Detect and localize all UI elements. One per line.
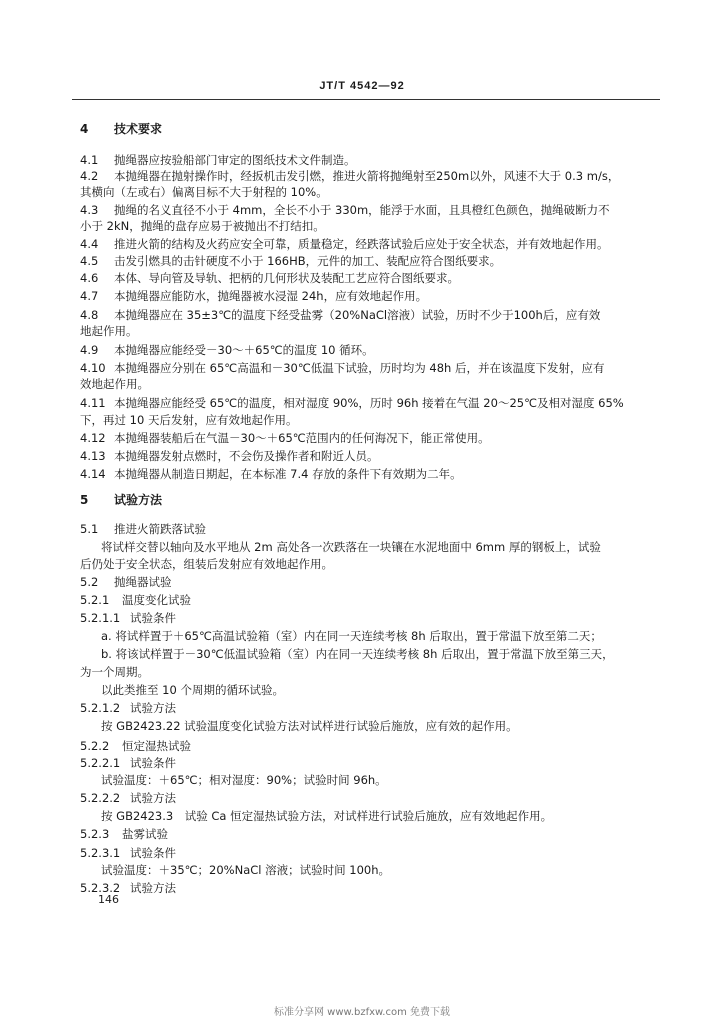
clause-text: 抛绳器试验: [114, 575, 172, 589]
test-method-line: [101, 628, 660, 644]
requirement-line: [80, 376, 660, 392]
test-method-line: [80, 790, 660, 806]
clause-text: 本抛绳器应能经受 65℃的温度，相对湿度 90%，历时 96h 接着在气温 20～25℃及相对湿度 65%: [114, 396, 624, 410]
clause-number: 4.9: [80, 343, 99, 357]
clause-number: 5.2.2.1: [80, 756, 121, 770]
requirement-line: [80, 307, 660, 323]
watermark-footer: 标准分享网 www.bzfxw.com 免费下载: [274, 1007, 450, 1018]
header-rule: [72, 99, 660, 100]
clause-text: 以此类推至 10 个周期的循环试验。: [101, 683, 284, 697]
clause-text: 试验方法: [130, 881, 176, 895]
requirement-line: [80, 448, 660, 464]
section-4-heading: [80, 121, 660, 137]
clause-number: 4.7: [80, 289, 99, 303]
test-method-line: [101, 539, 660, 555]
section-5-heading: [80, 492, 660, 508]
test-method-line: [80, 664, 660, 680]
clause-text: 效地起作用。: [80, 377, 149, 391]
requirement-line: [80, 218, 660, 234]
test-method-line: [101, 808, 660, 824]
clause-text: 本抛绳器应在 35±3℃的温度下经受盐雾（20%NaCl溶液）试验，历时不少于100h后，应有效: [114, 308, 601, 322]
requirement-line: [80, 360, 660, 376]
requirement-line: [80, 184, 660, 200]
test-method-line: [80, 556, 660, 572]
clause-text: 本抛绳器应分别在 65℃高温和－30℃低温下试验，历时均为 48h 后，并在该温度下发射，应有: [114, 361, 605, 375]
requirement-line: [80, 342, 660, 358]
clause-text: 恒定湿热试验: [122, 739, 191, 753]
clause-text: 推进火箭的结构及火药应安全可靠，质量稳定，经跌落试验后应处于安全状态，并有效地起作用。: [114, 237, 609, 251]
clause-text: 本抛绳器应能防水，抛绳器被水浸湿 24h，应有效地起作用。: [114, 289, 428, 303]
clause-number: 4.3: [80, 203, 99, 217]
test-method-line: [101, 862, 660, 878]
section-number: 5: [80, 493, 89, 507]
clause-text: b. 将该试样置于－30℃低温试验箱（室）内在同一天连续考核 8h 后取出，置于常温下放至第三天，: [101, 647, 614, 661]
clause-number: 4.12: [80, 431, 106, 445]
clause-text: 本抛绳器在抛射操作时，经扳机击发引燃，推进火箭将抛绳射至250m以外，风速不大于 0.3 m/s，: [114, 169, 620, 183]
clause-number: 4.10: [80, 361, 106, 375]
clause-text: 小于 2kN，抛绳的盘存应易于被抛出不打结扣。: [80, 219, 325, 233]
page-number: 146: [98, 893, 119, 906]
clause-text: 本抛绳器应能经受－30～＋65℃的温度 10 循环。: [114, 343, 374, 357]
requirement-line: [80, 152, 660, 168]
clause-number: 5.2.2: [80, 739, 110, 753]
clause-number: 4.6: [80, 271, 99, 285]
requirement-line: [80, 270, 660, 286]
section-title: 技术要求: [114, 122, 163, 136]
clause-number: 4.1: [80, 153, 99, 167]
clause-number: 4.8: [80, 308, 99, 322]
clause-number: 4.5: [80, 254, 99, 268]
requirement-line: [80, 430, 660, 446]
requirement-line: [80, 323, 660, 339]
clause-text: 推进火箭跌落试验: [114, 522, 206, 536]
clause-text: 本抛绳器从制造日期起，在本标准 7.4 存放的条件下有效期为二年。: [114, 467, 462, 481]
clause-number: 5.2.3.2: [80, 881, 121, 895]
test-method-line: [101, 682, 660, 698]
clause-text: 盐雾试验: [122, 827, 168, 841]
clause-number: 5.2.3.1: [80, 846, 121, 860]
clause-text: 下，再过 10 天后发射，应有效地起作用。: [80, 413, 298, 427]
clause-number: 4.14: [80, 467, 106, 481]
clause-number: 4.13: [80, 449, 106, 463]
standard-code-header: JT/T 4542—92: [319, 80, 405, 92]
test-method-line: [80, 845, 660, 861]
clause-text: 击发引燃具的击针硬度不小于 166HB，元件的加工、装配应符合图纸要求。: [114, 254, 502, 268]
test-method-line: [80, 700, 660, 716]
requirement-line: [80, 202, 660, 218]
clause-text: 温度变化试验: [122, 593, 191, 607]
test-method-line: [80, 610, 660, 626]
requirement-line: [80, 412, 660, 428]
test-method-line: [80, 826, 660, 842]
clause-number: 4.11: [80, 396, 106, 410]
test-method-line: [80, 592, 660, 608]
clause-text: a. 将试样置于＋65℃高温试验箱（室）内在同一天连续考核 8h 后取出，置于常温下放至第二天；: [101, 629, 602, 643]
clause-number: 5.2.1.1: [80, 611, 121, 625]
clause-text: 按 GB2423.22 试验温度变化试验方法对试样进行试验后施放，应有效的起作用。: [101, 719, 518, 733]
clause-text: 试验方法: [130, 701, 176, 715]
test-method-line: [80, 521, 660, 537]
clause-number: 5.2.2.2: [80, 791, 121, 805]
clause-text: 抛绳的名义直径不小于 4mm，全长不小于 330m，能浮于水面，且具橙红色颜色，抛绳破断力不: [114, 203, 610, 217]
clause-number: 5.2.3: [80, 827, 110, 841]
clause-text: 将试样交替以轴向及水平地从 2m 高处各一次跌落在一块镶在水泥地面中 6mm 厚的钢板上，试验: [101, 540, 601, 554]
clause-text: 本抛绳器发射点燃时，不会伤及操作者和附近人员。: [114, 449, 379, 463]
requirement-line: [80, 236, 660, 252]
clause-text: 试验条件: [130, 611, 176, 625]
test-method-line: [80, 880, 660, 896]
requirement-line: [80, 253, 660, 269]
section-number: 4: [80, 122, 89, 136]
test-method-line: [80, 574, 660, 590]
requirement-line: [80, 395, 660, 411]
clause-text: 试验温度：＋65℃；相对湿度：90%；试验时间 96h。: [101, 773, 387, 787]
test-method-line: [101, 718, 660, 734]
requirement-line: [80, 466, 660, 482]
clause-number: 5.2.1.2: [80, 701, 121, 715]
clause-text: 试验条件: [130, 756, 176, 770]
requirement-line: [80, 288, 660, 304]
clause-text: 为一个周期。: [80, 665, 149, 679]
clause-text: 试验条件: [130, 846, 176, 860]
clause-number: 4.4: [80, 237, 99, 251]
clause-text: 试验温度：＋35℃；20%NaCl 溶液；试验时间 100h。: [101, 863, 391, 877]
test-method-line: [101, 772, 660, 788]
clause-text: 地起作用。: [80, 324, 138, 338]
clause-number: 4.2: [80, 169, 99, 183]
clause-text: 后仍处于安全状态，组装后发射应有效地起作用。: [80, 557, 333, 571]
clause-number: 5.2.1: [80, 593, 110, 607]
clause-text: 试验方法: [130, 791, 176, 805]
requirement-line: [80, 168, 660, 184]
section-title: 试验方法: [114, 493, 163, 507]
clause-text: 本抛绳器装船后在气温－30～＋65℃范围内的任何海况下，能正常使用。: [114, 431, 490, 445]
test-method-line: [80, 738, 660, 754]
clause-text: 按 GB2423.3 试验 Ca 恒定湿热试验方法，对试样进行试验后施放，应有效地起作用。: [101, 809, 553, 823]
clause-text: 其横向（左或右）偏离目标不大于射程的 10%。: [80, 185, 328, 199]
clause-text: 抛绳器应按验船部门审定的图纸技术文件制造。: [114, 153, 356, 167]
clause-text: 本体、导向管及导轨、把柄的几何形状及装配工艺应符合图纸要求。: [114, 271, 459, 285]
test-method-line: [101, 646, 660, 662]
clause-number: 5.1: [80, 522, 99, 536]
clause-number: 5.2: [80, 575, 99, 589]
test-method-line: [80, 755, 660, 771]
